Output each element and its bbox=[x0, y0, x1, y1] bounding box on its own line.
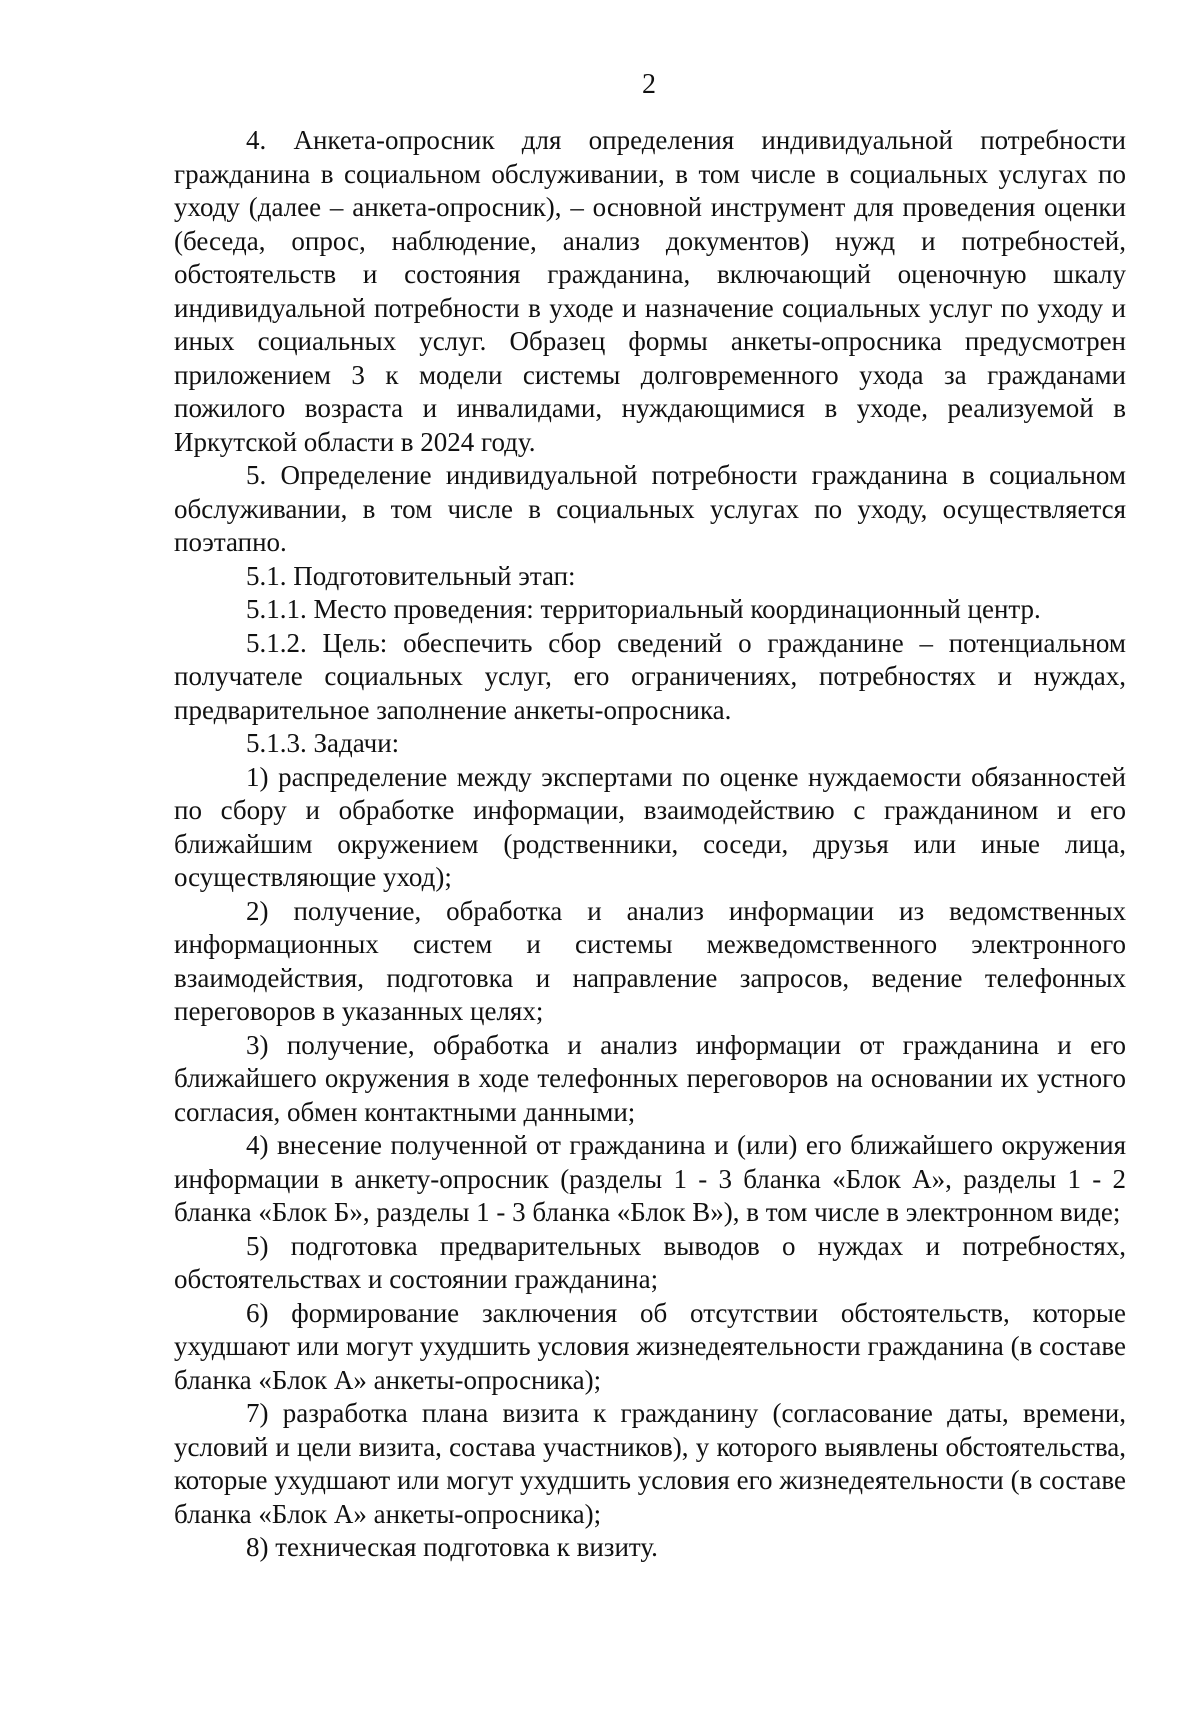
task-item-4: 4) внесение полученной от гражданина и (или) его ближайшего окружения информации в анкету-опросник (разделы 1 - 3 бланка «Блок А», разделы 1 - 2 бланка «Блок Б», разделы 1 - 3 бланка «Блок В»), в том числе в электронном виде; bbox=[174, 1130, 1126, 1227]
task-item-7: 7) разработка плана визита к гражданину (согласование даты, времени, условий и цели визита, состава участников), у которого выявлены обстоятельства, которые ухудшают или могут ухудшить условия его жизнедеятельности (в составе бланка «Блок А» анкеты-опросника); bbox=[174, 1398, 1126, 1529]
document-body bbox=[174, 124, 1126, 1565]
paragraph-4-questionnaire-definition: 4. Анкета-опросник для определения индивидуальной потребности гражданина в социальном обслуживании, в том числе в социальных услугах по уходу (далее – анкета-опросник), – основной инструмент для проведения оценки (беседа, опрос, наблюдение, анализ документов) нужд и потребностей, обстоятельств и состояния гражданина, включающий оценочную шкалу индивидуальной потребности в уходе и назначение социальных услуг по уходу и иных социальных услуг. Образец формы анкеты-опросника предусмотрен приложением 3 к модели системы долговременного ухода за гражданами пожилого возраста и инвалидами, нуждающимися в уходе, реализуемой в Иркутской области в 2024 году. bbox=[174, 125, 1126, 457]
task-item-3: 3) получение, обработка и анализ информации от гражданина и его ближайшего окружения в ходе телефонных переговоров на основании их устного согласия, обмен контактными данными; bbox=[174, 1029, 1126, 1127]
task-item-2: 2) получение, обработка и анализ информации из ведомственных информационных систем и системы межведомственного электронного взаимодействия, подготовка и направление запросов, ведение телефонных переговоров в указанных целях; bbox=[174, 895, 1126, 1026]
task-item-5: 5) подготовка предварительных выводов о нуждах и потребностях, обстоятельствах и состоянии гражданина; bbox=[174, 1230, 1126, 1294]
paragraph-5-1-1-location: 5.1.1. Место проведения: территориальный координационный центр. bbox=[246, 594, 1041, 624]
task-item-1: 1) распределение между экспертами по оценке нуждаемости обязанностей по сбору и обработке информации, взаимодействию с гражданином и его ближайшим окружением (родственники, соседи, друзья или иные лица, осуществляющие уход); bbox=[174, 761, 1126, 892]
paragraph-5-stages: 5. Определение индивидуальной потребности гражданина в социальном обслуживании, в том числе в социальных услугах по уходу, осуществляется поэтапно. bbox=[174, 460, 1126, 557]
paragraph-5-1-preparatory-stage: 5.1. Подготовительный этап: bbox=[246, 560, 576, 591]
task-item-6: 6) формирование заключения об отсутствии обстоятельств, которые ухудшают или могут ухудшить условия жизнедеятельности гражданина (в составе бланка «Блок А» анкеты-опросника); bbox=[174, 1297, 1126, 1395]
task-item-8: 8) техническая подготовка к визиту. bbox=[246, 1532, 658, 1562]
paragraph-5-1-3-tasks: 5.1.3. Задачи: bbox=[246, 728, 400, 758]
page-number: 2 bbox=[642, 69, 656, 100]
paragraph-5-1-2-goal: 5.1.2. Цель: обеспечить сбор сведений о гражданине – потенциальном получателе социальных услуг, его ограничениях, потребностях и нуждах, предварительное заполнение анкеты-опросника. bbox=[174, 627, 1126, 725]
